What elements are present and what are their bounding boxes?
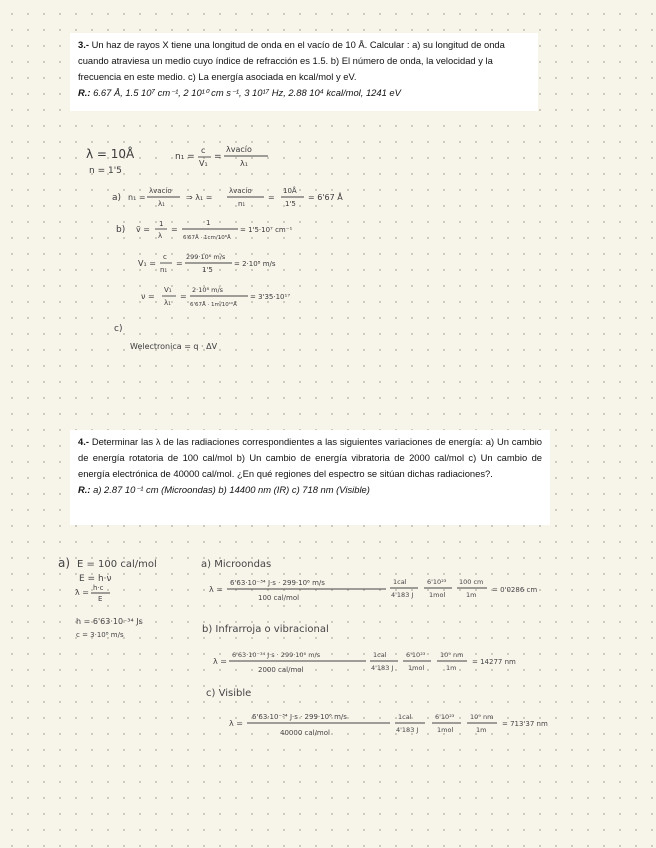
note3-b-den1: λ bbox=[158, 232, 163, 240]
note3-ndef-lv: λvacío bbox=[226, 145, 252, 154]
note4-sc-f2-den: 1mol bbox=[437, 726, 454, 734]
note3-b-label: b) bbox=[116, 225, 126, 235]
note3-ndef-lhs: n₁ = bbox=[175, 152, 195, 162]
note3-a-den1: λ₁ bbox=[158, 200, 165, 208]
note3-c-line: Welectronica = q · ΔV bbox=[130, 342, 218, 351]
problem-3-body: Un haz de rayos X tiene una longitud de onda en el vacío de 10 Å. Calcular : a) su longitud de onda cuando atraviesa un medio cuyo índice de refracción es 1.5. b) El número de onda, la velocidad y la frecuencia en este medio. c) La energía asociada en kcal/mol y eV. bbox=[78, 39, 505, 82]
note3-b-num2: 1 bbox=[206, 219, 211, 227]
note4-sc-f1-den: 4'183 J bbox=[396, 726, 419, 734]
note3-b-eq: = bbox=[171, 225, 178, 234]
note3-given-n: n = 1'5 bbox=[89, 166, 122, 176]
note3-v1-num1: c bbox=[163, 253, 167, 261]
note3-nu-den1: λ₁ bbox=[164, 299, 171, 307]
note4-sa-result: = 0'0286 cm bbox=[492, 586, 538, 594]
note4-sb-f2-num: 6'10²³ bbox=[406, 651, 426, 659]
note4-sc-lhs: λ = bbox=[229, 719, 243, 728]
problem-4-number: 4.- bbox=[78, 436, 89, 447]
problem-3-answer-value: 6.67 Å, 1.5 10⁷ cm⁻¹, 2 10¹⁰ cm s⁻¹, 3 10¹⁷ Hz, 2.88 10⁴ kcal/mol, 1241 eV bbox=[93, 87, 401, 98]
note4-sa-num: 6'63·10⁻³⁴ J·s · 299·10⁶ m/s bbox=[230, 579, 325, 587]
note4-sc-result: = 713'37 nm bbox=[502, 720, 548, 728]
note4-sb-f3-num: 10⁹ nm bbox=[440, 651, 464, 659]
note4-eq2: E = h·ν bbox=[79, 574, 112, 584]
note3-nu-eq: = bbox=[180, 292, 187, 301]
problem-3-number: 3.- bbox=[78, 39, 89, 50]
note3-v1-num2: 299·10⁶ m/s bbox=[186, 253, 226, 261]
note3-given-lambda: λ = 10Å bbox=[86, 147, 135, 161]
note4-sa-den: 100 cal/mol bbox=[258, 594, 300, 602]
note3-b-den2: 6'67Å · 1cm/10⁸Å bbox=[183, 235, 231, 241]
note4-sc-f2-num: 6'10²³ bbox=[435, 713, 455, 721]
note3-c-label: c) bbox=[114, 324, 123, 334]
note3-a-den3: 1'5 bbox=[285, 200, 296, 208]
note4-sb-f1-num: 1cal bbox=[373, 651, 387, 659]
note4-sb-f1-den: 4'183 J bbox=[371, 664, 394, 672]
note4-sb-lhs: λ = bbox=[213, 657, 227, 666]
note4-sb-f3-den: 1m bbox=[446, 664, 457, 672]
problem-3-answer-label: R.: bbox=[78, 87, 91, 98]
note3-a-num2: λvacío bbox=[229, 187, 252, 195]
note4-sc-title: c) Visible bbox=[206, 688, 252, 699]
note3-a-num3: 10Å bbox=[283, 187, 297, 195]
note3-a-eq: = bbox=[268, 193, 275, 202]
note4-sb-den: 2000 cal/mol bbox=[258, 666, 304, 674]
note4-c-val: c = 3·10⁸ m/s bbox=[76, 631, 124, 639]
note4-sc-num: 6'63·10⁻³⁴ J·s · 299·10⁶ m/s bbox=[252, 713, 347, 721]
note3-b-lhs: ṽ = bbox=[136, 225, 150, 234]
note4-eq1: E = 100 cal/mol bbox=[77, 559, 157, 570]
note3-v1-lhs: V₁ = bbox=[138, 259, 156, 268]
note3-a-lhs: n₁ = bbox=[128, 193, 146, 202]
note4-h-val: h = 6'63·10⁻³⁴ Js bbox=[76, 617, 143, 626]
note4-a-label: a) bbox=[58, 556, 71, 570]
note4-sa-f2-den: 1mol bbox=[429, 591, 446, 599]
note3-nu-den2: 6'67Å · 1m/10¹⁰Å bbox=[190, 302, 237, 308]
note3-v1-eq: = bbox=[176, 259, 183, 268]
note4-eq3-lhs: λ = bbox=[75, 588, 89, 597]
note3-v1-result: = 2·10⁸ m/s bbox=[234, 260, 276, 268]
note3-nu-num1: V₁ bbox=[164, 286, 172, 294]
note3-a-num1: λvacío bbox=[149, 187, 172, 195]
problem-4-answer-value: a) 2.87 10⁻¹ cm (Microondas) b) 14400 nm (IR) c) 718 nm (Visible) bbox=[93, 484, 370, 495]
note4-sa-lhs: λ = bbox=[209, 585, 223, 594]
note4-eq3-num: h·c bbox=[93, 584, 104, 592]
note3-v1-den2: 1'5 bbox=[202, 266, 213, 274]
problem-4-answer-label: R.: bbox=[78, 484, 91, 495]
note3-ndef-c: c bbox=[201, 146, 206, 155]
note4-sa-title: a) Microondas bbox=[201, 559, 272, 570]
note3-ndef-eq: = bbox=[214, 152, 222, 162]
note3-b-num1: 1 bbox=[159, 220, 164, 228]
note4-sa-f1-den: 4'183 J bbox=[391, 591, 414, 599]
note3-nu-result: = 3'35·10¹⁷ bbox=[250, 293, 291, 301]
note4-sb-num: 6'63·10⁻³⁴ J·s · 299·10⁶ m/s bbox=[232, 651, 321, 659]
note3-ndef-v: V₁ bbox=[199, 159, 208, 168]
note3-b-result: = 1'5·10⁷ cm⁻¹ bbox=[240, 226, 293, 234]
note3-a-result: = 6'67 Å bbox=[308, 193, 343, 202]
note3-v1-den1: n₁ bbox=[160, 266, 168, 274]
note3-ndef-l1: λ₁ bbox=[240, 159, 248, 168]
note3-nu-lhs: ν = bbox=[141, 292, 155, 301]
note4-sc-f3-num: 10⁹ nm bbox=[470, 713, 494, 721]
note3-nu-num2: 2·10⁸ m/s bbox=[192, 286, 224, 294]
note3-a-den2: n₁ bbox=[238, 200, 246, 208]
note4-sb-result: = 14277 nm bbox=[472, 658, 516, 666]
note4-sa-f3-num: 100 cm bbox=[459, 578, 484, 586]
note3-a-label: a) bbox=[112, 193, 122, 203]
note4-sa-f3-den: 1m bbox=[466, 591, 477, 599]
note4-sc-f1-num: 1cal bbox=[398, 713, 412, 721]
note4-eq3-den: E bbox=[98, 595, 103, 603]
note4-sc-den: 40000 cal/mol bbox=[280, 729, 330, 737]
note3-a-arrow: ⇒ λ₁ = bbox=[186, 193, 213, 202]
problem-4-body: Determinar las λ de las radiaciones correspondientes a las siguientes variaciones de energía: a) Un cambio de energía rotatoria de 100 cal/mol b) Un cambio de energía vibratoria de 2000 cal/mol c) Un cambio de energía electrónica de 40000 cal/mol. ¿En qué regiones del espectro se sitúan dichas radiaciones?. bbox=[78, 436, 543, 479]
note4-sc-f3-den: 1m bbox=[476, 726, 487, 734]
note4-sb-f2-den: 1mol bbox=[408, 664, 425, 672]
note4-sb-title: b) Infrarroja o vibracional bbox=[202, 624, 329, 635]
note4-sa-f2-num: 6'10²³ bbox=[427, 578, 447, 586]
note4-sa-f1-num: 1cal bbox=[393, 578, 407, 586]
